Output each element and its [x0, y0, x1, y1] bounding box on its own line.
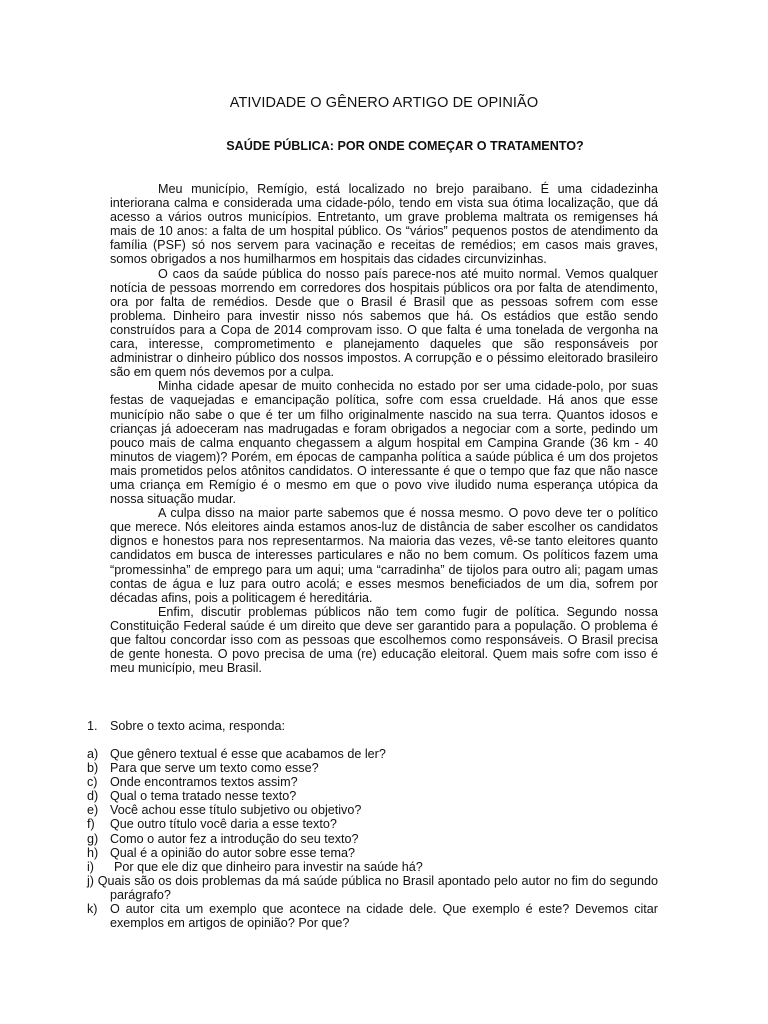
question-letter: i) [87, 859, 94, 874]
question-item [87, 747, 658, 761]
question-item [87, 874, 658, 902]
question-text: O autor cita um exemplo que acontece na cidade dele. Que exemplo é este? Devemos citar exemplos em artigos de opinião? Por que? [110, 902, 658, 931]
question-text: Qual o tema tratado nesse texto? [110, 789, 297, 804]
question-list [87, 747, 658, 930]
article-paragraph-5: Enfim, discutir problemas públicos não tem como fugir de política. Segundo nossa Constituição Federal saúde é um direito que deve ser garantido para a população. O problema é que faltou concordar isso com as pessoas que escolhemos como responsáveis. O Brasil precisa de gente honesta. O povo precisa de uma (re) educação eleitoral. Quem mais sofre com isso é meu município, meu Brasil. [110, 604, 658, 676]
question-text: Onde encontramos textos assim? [110, 775, 298, 790]
exercise-heading [87, 719, 285, 733]
question-letter: c) [87, 775, 98, 790]
question-letter: d) [87, 789, 99, 804]
question-text: Qual é a opinião do autor sobre esse tema? [110, 845, 356, 860]
question-item [87, 789, 658, 803]
question-text: Para que serve um texto como esse? [110, 761, 319, 776]
question-text: Você achou esse título subjetivo ou objetivo? [110, 803, 362, 818]
question-letter: a) [87, 747, 99, 761]
question-item [87, 846, 658, 860]
article-paragraph-2: O caos da saúde pública do nosso país parece-nos até muito normal. Vemos qualquer notícia de pessoas morrendo em corredores dos hospitais públicos ora por falta de atendimento, ora por falta de remédios. Desde que o Brasil é Brasil que as pessoas sofrem com esse problema. Dinheiro para investir nisso nós sabemos que há. Os estádios que estão sendo construídos para a Copa de 2014 comprovam isso. O que falta é uma tonelada de vergonha na cara, interesse, comprometimento e planejamento daqueles que são responsáveis por administrar o dinheiro público dos nossos impostos. A corrupção e o péssimo eleitorado brasileiro são em quem nós devemos por a culpa. [110, 266, 658, 380]
question-text: Como o autor fez a introdução do seu texto? [110, 831, 359, 846]
article-paragraph-4: A culpa disso na maior parte sabemos que é nossa mesmo. O povo deve ter o político que merece. Nós eleitores ainda estamos anos-luz de distância de saber escolher os candidatos dignos e honestos para nos representarmos. Na maioria das vezes, vê-se tanto eleitores quanto candidatos em busca de interesses particulares e não no bem comum. Os políticos fazem uma “promessinha” de emprego para um aqui; uma “carradinha” de tijolos para outro ali; pagam umas contas de água e luz para outro acolá; e esses mesmos beneficiados de um dia, sofrem por décadas afins, pois a politicagem é hereditária. [110, 506, 658, 605]
question-text: Que outro título você daria a esse texto? [110, 817, 337, 832]
article-paragraph-3: Minha cidade apesar de muito conhecida no estado por ser uma cidade-polo, por suas festas de vaquejadas e emancipação política, sofre com essa crueldade. Há anos que esse município não sabe o que é ter um filho originalmente nascido na sua terra. Quantos idosos e crianças já adoeceram nas madrugadas e foram obrigados a negociar com a sorte, pedindo um pouco mais de calma enquanto chegassem a algum hospital em Campina Grande (36 km - 40 minutos de viagem)? Porém, em épocas de campanha política a saúde pública é um dos projetos mais prometidos pelos atônitos candidatos. O interessante é que o tempo que faz que não nasce uma criança em Remígio é o mesmo em que o povo vive iludido numa esperança utópica da nossa situação mudar. [110, 379, 658, 507]
exercise-number: 1. [87, 719, 98, 733]
document-title: ATIVIDADE O GÊNERO ARTIGO DE OPINIÃO [229, 95, 539, 111]
question-letter: k) [87, 902, 98, 917]
article-body [110, 182, 658, 675]
question-letter: j) [87, 873, 94, 888]
question-text: Quais são os dois problemas da má saúde pública no Brasil apontado pelo autor no fim do segundo parágrafo? [97, 873, 659, 902]
article-paragraph-1: Meu município, Remígio, está localizado no brejo paraibano. É uma cidadezinha interiorana calma e considerada uma cidade-pólo, tendo em vista sua ótima localização, que dá acesso a vários outros municípios. Entretanto, um grave problema maltrata os remigenses há mais de 10 anos: a falta de um hospital público. Os “vários” pequenos postos de atendimento da família (PSF) só nos servem para vacinação e receitas de remédios; em casos mais graves, somos obrigados a nos humilharmos em hospitais das cidades circunvizinhas. [110, 182, 658, 267]
question-item [87, 775, 658, 789]
article-subtitle: SAÚDE PÚBLICA: POR ONDE COMEÇAR O TRATAMENTO? [226, 139, 584, 153]
question-item [87, 832, 658, 846]
question-text: Por que ele diz que dinheiro para investir na saúde há? [114, 859, 423, 874]
question-item [87, 902, 658, 930]
question-letter: g) [87, 831, 99, 846]
question-text: Que gênero textual é esse que acabamos de ler? [110, 747, 386, 761]
question-letter: e) [87, 803, 99, 818]
question-item [87, 817, 658, 831]
question-letter: b) [87, 761, 99, 776]
question-item [87, 761, 658, 775]
exercise-prompt: Sobre o texto acima, responda: [110, 719, 286, 733]
question-letter: h) [87, 845, 99, 860]
question-item [87, 803, 658, 817]
question-letter: f) [87, 817, 95, 832]
question-item [87, 860, 658, 874]
